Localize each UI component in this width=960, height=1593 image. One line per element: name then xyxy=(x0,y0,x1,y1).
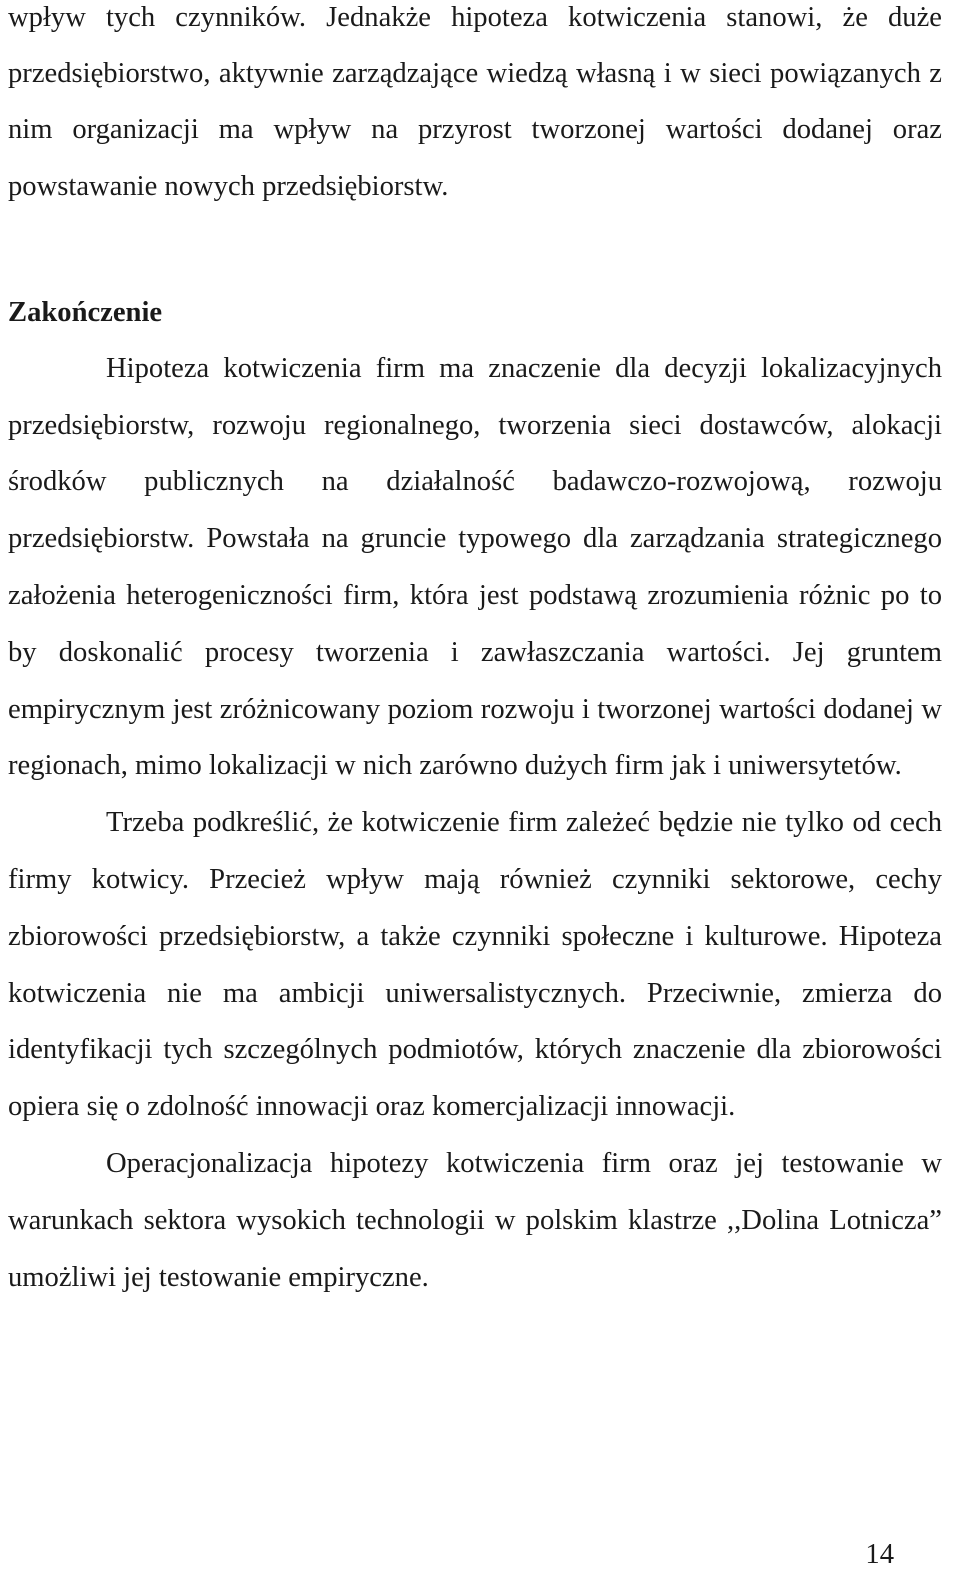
opening-paragraph: wpływ tych czynników. Jednakże hipoteza kotwiczenia stanowi, że duże przedsiębiorstwo, aktywnie zarządzające wiedzą własną i w sieci powiązanych z nim organizacji ma wpływ na przyrost tworzonej wartości dodanej oraz powstawanie nowych przedsiębiorstw. xyxy=(8,2,942,202)
body-paragraph-3: Operacjonalizacja hipotezy kotwiczenia firm oraz jej testowanie w warunkach sektora wysokich technologii w polskim klastrze ,,Dolina Lotnicza” umożliwi jej testowanie empiryczne. xyxy=(8,1147,942,1293)
document-page xyxy=(8,0,942,1306)
body-paragraph-1: Hipoteza kotwiczenia firm ma znaczenie dla decyzji lokalizacyjnych przedsiębiorstw, rozwoju regionalnego, tworzenia sieci dostawców, alokacji środków publicznych na działalność badawczo-rozwojową, rozwoju przedsiębiorstw. Powstała na gruncie typowego dla zarządzania strategicznego założenia heterogeniczności firm, która jest podstawą zrozumienia różnic po to by doskonalić procesy tworzenia i zawłaszczania wartości. Jej gruntem empirycznym jest zróżnicowany poziom rozwoju i tworzonej wartości dodanej w regionach, mimo lokalizacji w nich zarówno dużych firm jak i uniwersytetów. xyxy=(8,352,942,782)
page-number: 14 xyxy=(865,1539,894,1570)
body-paragraph-2: Trzeba podkreślić, że kotwiczenie firm zależeć będzie nie tylko od cech firmy kotwicy. Przecież wpływ mają również czynniki sektorowe, cechy zbiorowości przedsiębiorstw, a także czynniki społeczne i kulturowe. Hipoteza kotwiczenia nie ma ambicji uniwersalistycznych. Przeciwnie, zmierza do identyfikacji tych szczególnych podmiotów, których znaczenie dla zbiorowości opiera się o zdolność innowacji oraz komercjalizacji innowacji. xyxy=(8,807,942,1123)
section-heading: Zakończenie xyxy=(8,296,163,328)
